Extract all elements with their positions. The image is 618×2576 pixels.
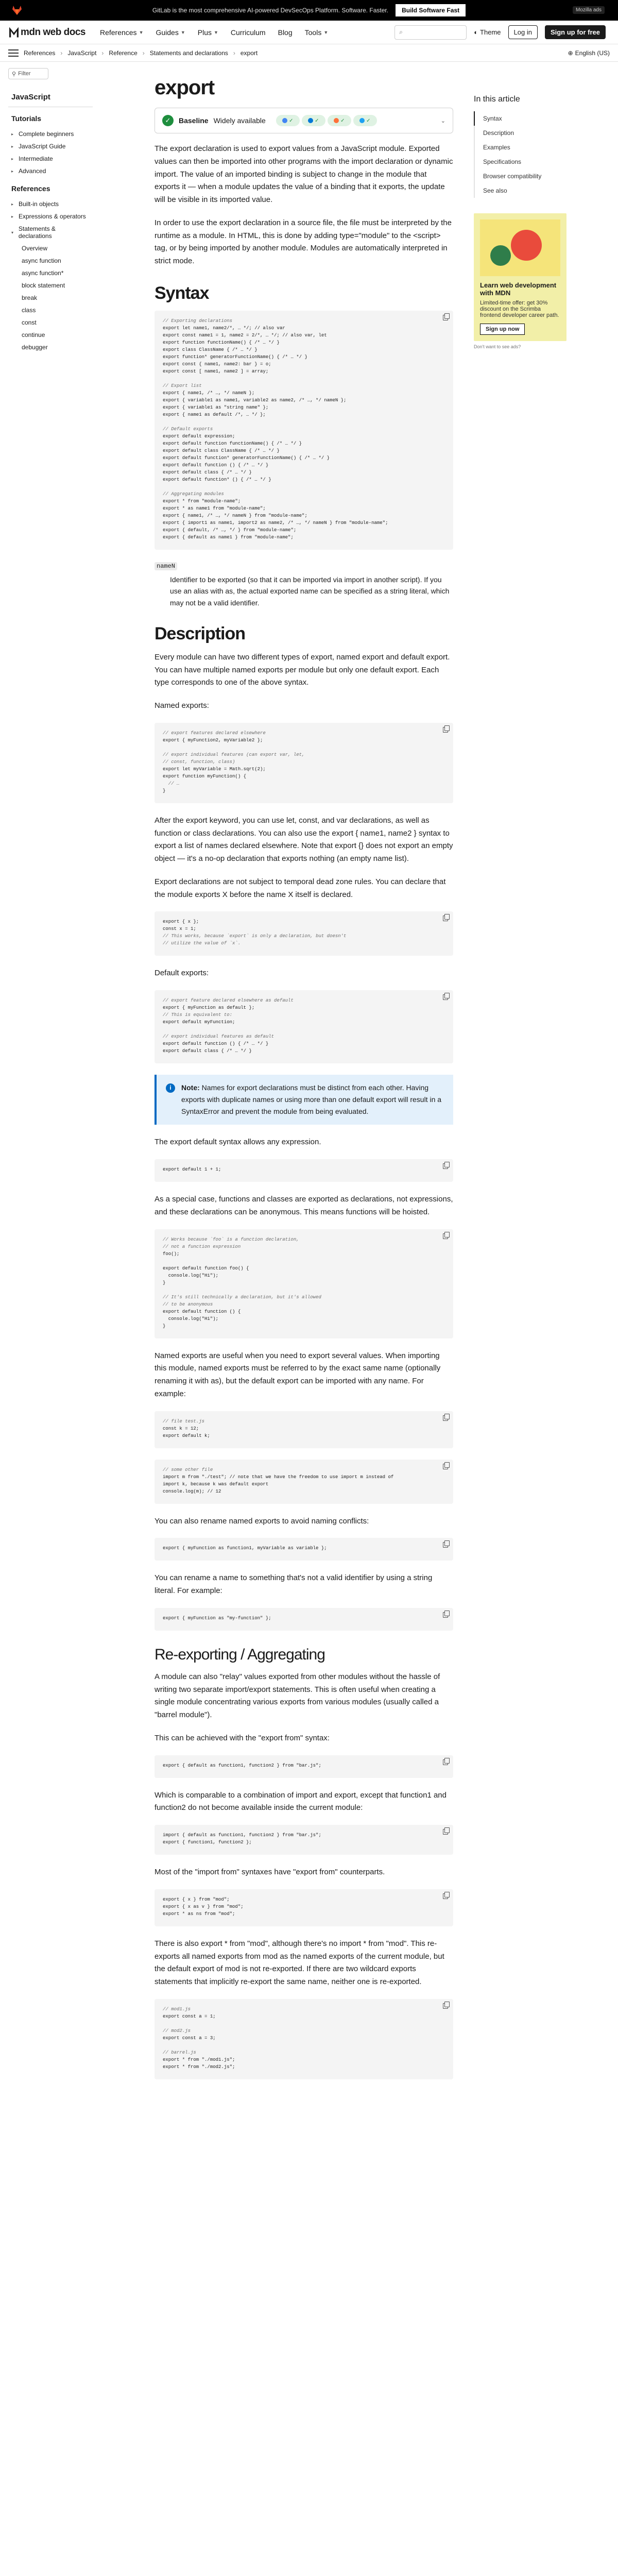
nav-label: Guides: [156, 28, 179, 37]
baseline-label: Baseline: [179, 116, 209, 125]
sidebar: [0, 62, 98, 2091]
code-line: // This is equivalent to:: [163, 1012, 233, 1018]
toc-item-browser-compatibility[interactable]: Browser compatibility: [474, 169, 597, 183]
chevron-down-icon: ▼: [139, 29, 144, 35]
code-line: // barrel.js: [163, 2049, 196, 2055]
copy-icon[interactable]: [443, 916, 448, 921]
code-line: export default class ClassName { /* … */ }: [163, 448, 280, 453]
baseline-status: Widely available: [213, 116, 266, 125]
search-icon: ⌕: [399, 28, 403, 36]
copy-icon[interactable]: [443, 994, 448, 1000]
sidebar-item-async-function-star[interactable]: [8, 267, 93, 279]
sidebar-item-label: break: [22, 294, 38, 301]
description-paragraph: As a special case, functions and classes are exported as declarations, not expressions, and these declarations can be anonymous. This means functions will be hoisted.: [154, 1195, 453, 1216]
code-line: // to be anonymous: [163, 1301, 213, 1307]
code-block: [154, 311, 453, 550]
code-line: // Exporting declarations: [163, 318, 233, 324]
code-line: export { variable1 as "string name" };: [163, 404, 269, 410]
code-line: const x = 1;: [163, 926, 196, 932]
code-line: foo();: [163, 1251, 180, 1257]
code-line: export { myFunction2, myVariable2 };: [163, 737, 263, 743]
check-icon: ✓: [289, 117, 294, 124]
ad-banner[interactable]: [0, 0, 618, 21]
chrome-icon: [282, 118, 287, 123]
code-line: // Export list: [163, 383, 202, 388]
code-line: export default expression;: [163, 433, 235, 439]
code-line: import { default as function1, function2 } from "bar.js";: [163, 1833, 321, 1838]
sidebar-item-label: continue: [22, 331, 45, 338]
code-block: [154, 1889, 453, 1926]
intro-paragraph-2: In order to use the export declaration in a source file, the file must be interpreted by the runtime as a module. In HTML, this is done by adding type="module" to the <script> tag, or by being imported by another module. Modules are automatically interpreted in strict mode.: [154, 218, 452, 265]
code-line: export default function () { /* … */ }: [163, 1041, 269, 1047]
code-line: import m from "./test"; // note that we have the freedom to use import m instead of: [163, 1474, 394, 1480]
code-line: // Aggregating modules: [163, 491, 224, 497]
check-icon: ✓: [366, 117, 371, 124]
chevron-down-icon: ▼: [214, 29, 218, 35]
check-icon: ✓: [315, 117, 319, 124]
sidebar-item-label: Advanced: [19, 167, 46, 175]
toc-item-examples[interactable]: Examples: [474, 140, 597, 155]
code-line: export const { name1, name2: bar } = o;: [163, 361, 271, 367]
nav-label: Blog: [278, 28, 293, 37]
ad-body: Limited-time offer: get 30% discount on the Scrimba frontend developer career path.: [480, 300, 559, 318]
breadcrumb-bar: [0, 44, 618, 62]
code-line: export * from "./mod2.js";: [163, 2064, 235, 2070]
code-line: }: [163, 1280, 166, 1285]
ad-shape: [511, 230, 542, 261]
code-line: [163, 744, 445, 752]
sidebar-item-break[interactable]: [8, 292, 93, 304]
named-exports-label: Named exports:: [154, 701, 209, 710]
sidebar-item-continue[interactable]: [8, 329, 93, 341]
code-line: // Default exports: [163, 426, 213, 432]
page-layout: [0, 62, 618, 2091]
code-line: [163, 376, 445, 383]
code-line: export default function* () { /* … */ }: [163, 477, 271, 482]
sidebar-item-debugger[interactable]: [8, 341, 93, 353]
code-line: export default function foo() {: [163, 1265, 249, 1271]
code-line: export let name1, name2/*, … */; // also var: [163, 325, 285, 331]
parameter-name: nameN: [154, 562, 177, 570]
theme-label: Theme: [480, 28, 501, 36]
page-title: export: [154, 76, 215, 99]
breadcrumb-separator: ›: [101, 49, 104, 57]
info-icon: i: [166, 1083, 175, 1093]
code-line: console.log("Hi");: [163, 1273, 219, 1278]
sidebar-item-async-function[interactable]: [8, 255, 93, 267]
filter-icon: ⚲: [12, 71, 16, 77]
code-line: export function myFunction() {: [163, 773, 247, 779]
sidebar-item-label: class: [22, 307, 36, 314]
nav-label: References: [99, 28, 137, 37]
triangle-right-icon: ▸: [11, 144, 14, 149]
code-line: export function* generatorFunctionName() { /* … */ }: [163, 354, 307, 360]
default-exports-label: Default exports:: [154, 969, 209, 978]
sidebar-item-built-in-objects[interactable]: [8, 198, 93, 210]
copy-icon[interactable]: [443, 727, 448, 733]
sidebar-item-label: Overview: [22, 245, 48, 252]
code-line: // mod2.js: [163, 2028, 191, 2033]
code-line: export default class { /* … */ }: [163, 469, 252, 475]
browser-support-list: [276, 115, 377, 126]
code-line: export { default as name1 } from "module-name";: [163, 534, 294, 540]
copy-icon[interactable]: [443, 1829, 448, 1835]
code-line: export * as name1 from "module-name";: [163, 505, 266, 511]
sidebar-item-statements-declarations[interactable]: [8, 223, 93, 242]
code-line: export { import1 as name1, import2 as name2, /* …, */ nameN } from "module-name";: [163, 520, 388, 526]
note-text: Names for export declarations must be distinct from each other. Having exports with duplicate names or using more than one default export will result in a SyntaxError and prevent the module from being evaluated.: [181, 1083, 442, 1116]
code-block: [154, 990, 453, 1063]
code-line: export function functionName() { /* … */ }: [163, 340, 280, 345]
sidebar-item-label: const: [22, 319, 37, 326]
code-line: // It's still technically a declaration, but it's allowed: [163, 1294, 321, 1300]
description-paragraph: The export default syntax allows any expression.: [154, 1138, 321, 1147]
breadcrumb-link[interactable]: References: [24, 49, 56, 57]
code-line: export const a = 1;: [163, 2013, 216, 2019]
ad-signup-button[interactable]: Sign up now: [480, 324, 525, 335]
code-line: export default myFunction;: [163, 1020, 235, 1025]
copy-icon[interactable]: [443, 1893, 448, 1899]
code-line: export const [ name1, name2 ] = array;: [163, 368, 269, 374]
code-line: export * as ns from "mod";: [163, 1911, 235, 1917]
nav-label: Plus: [197, 28, 212, 37]
code-line: [163, 1026, 445, 1033]
code-line: export { name1, /* …, */ nameN };: [163, 390, 255, 396]
copy-icon[interactable]: [443, 1464, 448, 1469]
nav-curriculum[interactable]: [231, 28, 266, 37]
breadcrumb-current[interactable]: export: [240, 49, 258, 57]
reexport-paragraph: A module can also "relay" values exported from other modules without the hassle of writing two separate import/export statements. This is often useful when creating a single module concentrating various exports from various modules (usually called a "barrel module").: [154, 1672, 440, 1720]
note-label: Note:: [181, 1083, 200, 1092]
code-line: // not a function expression: [163, 1244, 241, 1249]
description-paragraph: You can also rename named exports to avoid naming conflicts:: [154, 1516, 369, 1526]
code-block: [154, 1608, 453, 1631]
code-line: export const a = 3;: [163, 2035, 216, 2041]
code-line: // This works, because `export` is only a declaration, but doesn't: [163, 934, 347, 939]
description-paragraph: Export declarations are not subject to temporal dead zone rules. You can declare that the module exports X before the name X itself is declared.: [154, 877, 446, 899]
ad-text: GitLab is the most comprehensive AI-powered DevSecOps Platform. Software. Faster.: [152, 7, 389, 14]
sidebar-item-overview[interactable]: [8, 242, 93, 255]
nav-references[interactable]: [100, 28, 144, 37]
sidebar-item-block-statement[interactable]: [8, 279, 93, 292]
code-line: const k = 12;: [163, 1426, 199, 1431]
code-block: [154, 1411, 453, 1448]
triangle-right-icon: ▸: [11, 168, 14, 174]
toc-item-specifications[interactable]: Specifications: [474, 155, 597, 169]
ad-optout-link[interactable]: Don't want to see ads?: [474, 344, 521, 349]
code-block: [154, 1538, 453, 1561]
reexport-paragraph: Which is comparable to a combination of import and export, except that function1 and function2 do not become available inside the current module:: [154, 1790, 447, 1812]
breadcrumb-link[interactable]: JavaScript: [67, 49, 97, 57]
sidebar-item-const[interactable]: [8, 316, 93, 329]
nav-blog[interactable]: [278, 28, 293, 37]
sidebar-item-label: async function*: [22, 269, 64, 277]
code-line: export { myFunction as "my-function" };: [163, 1615, 271, 1621]
ad-title: Learn web development with MDN: [480, 281, 557, 297]
sidebar-ad[interactable]: [474, 213, 566, 341]
code-line: [163, 2042, 445, 2049]
nav-right: [394, 25, 606, 40]
code-line: // const, function, class): [163, 759, 235, 765]
code-line: export const name1 = 1, name2 = 2/*, … */; // also var, let: [163, 332, 327, 338]
reexport-paragraph: Most of the "import from" syntaxes have "export from" counterparts.: [154, 1868, 385, 1877]
logo-text: mdn web docs: [21, 26, 85, 38]
sidebar-heading[interactable]: JavaScript: [11, 93, 50, 101]
code-line: export { x };: [163, 919, 199, 925]
code-line: export { name1 as default /*, … */ };: [163, 412, 266, 417]
code-block: [154, 1159, 453, 1182]
sidebar-filter-input[interactable]: [8, 68, 48, 79]
code-line: export { x as v } from "mod";: [163, 1904, 244, 1909]
chevron-down-icon: ▼: [323, 29, 329, 35]
description-paragraph: Named exports are useful when you need to export several values. When importing this module, named exports must be referred to by the exact same name (optionally renaming it with as), but the default export can be imported with any name. For example:: [154, 1351, 441, 1398]
sidebar-item-label: Complete beginners: [19, 130, 74, 138]
ad-illustration: [480, 219, 560, 276]
sidebar-item-label: JavaScript Guide: [19, 143, 66, 150]
language-label: English (US): [575, 49, 610, 57]
code-line: // mod1.js: [163, 2006, 191, 2012]
browser-pill: [353, 115, 377, 126]
top-navigation: [0, 21, 618, 44]
nav-label: Tools: [304, 28, 322, 37]
sidebar-item-advanced[interactable]: [8, 165, 93, 177]
description-paragraph: You can rename a name to something that's not a valid identifier by using a string literal. For example:: [154, 1573, 433, 1596]
triangle-down-icon: ▾: [11, 230, 14, 235]
code-line: // export individual features as default: [163, 1034, 274, 1040]
reexport-paragraph: There is also export * from "mod", although there's no import * from "mod". This re-exports all named exports from mod as the named exports of the current module, but the default export of mod is not re-exported. If there are two wildcard exports statements that implicitly re-export the same name, neither one is re-exported.: [154, 1939, 444, 1987]
ad-shape: [490, 245, 511, 266]
sidebar-item-class[interactable]: [8, 304, 93, 316]
sidebar-references-heading: References: [11, 184, 50, 193]
code-block: [154, 1999, 453, 2079]
toc-heading: In this article: [474, 95, 520, 104]
code-line: // Works because `foo` is a function declaration,: [163, 1236, 299, 1242]
toc-item-syntax[interactable]: Syntax: [474, 111, 597, 126]
sidebar-item-label: Expressions & operators: [19, 213, 86, 220]
sidebar-item-label: debugger: [22, 344, 48, 351]
code-line: export { function1, function2 };: [163, 1840, 252, 1845]
breadcrumb-separator: ›: [233, 49, 235, 57]
code-line: export { name1, /* …, */ nameN } from "module-name";: [163, 513, 307, 518]
breadcrumb-separator: ›: [142, 49, 145, 57]
breadcrumb-link[interactable]: Statements and declarations: [149, 49, 228, 57]
code-line: // file test.js: [163, 1418, 205, 1424]
code-block: [154, 1755, 453, 1778]
breadcrumb: [24, 49, 258, 57]
edge-icon: [308, 118, 313, 123]
breadcrumb-link[interactable]: Reference: [109, 49, 138, 57]
code-line: export default function () {: [163, 1309, 241, 1314]
signup-button[interactable]: Sign up for free: [545, 25, 606, 39]
language-selector[interactable]: [568, 49, 610, 57]
code-line: // export features declared elsewhere: [163, 730, 266, 736]
login-button[interactable]: Log in: [508, 25, 538, 39]
toc-item-description[interactable]: Description: [474, 126, 597, 140]
code-line: export class ClassName { /* … */ }: [163, 347, 258, 352]
copy-icon[interactable]: [443, 1415, 448, 1421]
copy-icon[interactable]: [443, 315, 448, 320]
theme-icon: ◐: [474, 28, 478, 36]
sidebar-item-label: block statement: [22, 282, 65, 289]
section-heading-reexporting: Re-exporting / Aggregating: [154, 1646, 325, 1663]
filter-placeholder: Filter: [18, 71, 31, 77]
browser-pill: [276, 115, 300, 126]
code-line: export * from "./mod1.js";: [163, 2057, 235, 2062]
baseline-banner[interactable]: [154, 108, 453, 133]
copy-icon[interactable]: [443, 1612, 448, 1618]
sidebar-item-complete-beginners[interactable]: [8, 128, 93, 140]
code-line: import k, because k was default export: [163, 1481, 269, 1487]
nav-label: Curriculum: [230, 28, 266, 37]
code-line: // …: [163, 781, 180, 786]
sidebar-item-intermediate[interactable]: [8, 152, 93, 165]
table-of-contents: [474, 62, 597, 2091]
theme-button[interactable]: [474, 28, 501, 36]
code-block: [154, 723, 453, 803]
code-line: export { x } from "mod";: [163, 1896, 230, 1902]
browser-pill: [328, 115, 351, 126]
code-line: export let myVariable = Math.sqrt(2);: [163, 766, 266, 772]
sidebar-item-javascript-guide[interactable]: [8, 140, 93, 152]
code-line: console.log("Hi");: [163, 1316, 219, 1321]
code-line: [163, 1258, 445, 1265]
triangle-right-icon: ▸: [11, 201, 14, 207]
nav-plus[interactable]: [198, 28, 218, 37]
copy-icon[interactable]: [443, 1233, 448, 1239]
note-body: [181, 1082, 444, 1117]
code-line: export { variable1 as name1, variable2 as name2, /* …, */ nameN };: [163, 397, 347, 403]
copy-icon[interactable]: [443, 1542, 448, 1548]
description-paragraph: Every module can have two different types of export, named export and default export. You can have multiple named exports per module but only one default export. Each type corresponds to one of the above syntax.: [154, 652, 450, 687]
code-line: export default function* generatorFunctionName() { /* … */ }: [163, 455, 330, 461]
sidebar-item-label: Built-in objects: [19, 200, 59, 208]
code-line: }: [163, 1323, 166, 1329]
gitlab-logo-icon: [11, 5, 23, 15]
copy-icon[interactable]: [443, 1759, 448, 1765]
sidebar-item-label: Intermediate: [19, 155, 53, 162]
breadcrumb-separator: ›: [60, 49, 63, 57]
firefox-icon: [334, 118, 339, 123]
main-content: [154, 62, 453, 2091]
sidebar-item-label: async function: [22, 257, 61, 264]
check-icon: ✓: [162, 115, 174, 126]
section-heading-description: Description: [154, 623, 246, 643]
code-line: export { default as function1, function2 } from "bar.js";: [163, 1762, 321, 1768]
note-callout: [154, 1075, 453, 1125]
mdn-logo[interactable]: [9, 27, 85, 38]
chevron-down-icon[interactable]: ⌄: [440, 117, 445, 124]
triangle-right-icon: ▸: [11, 131, 14, 137]
code-line: [163, 484, 445, 491]
code-line: // some other file: [163, 1467, 213, 1472]
browser-pill: [302, 115, 325, 126]
code-line: export default class { /* … */ }: [163, 1048, 252, 1054]
parameter-description: Identifier to be exported (so that it can be imported via import in another script). If you use an alias with as, the actual exported name can be specified as a string literal, which may not be a valid identifier.: [170, 575, 450, 607]
code-block: [154, 911, 453, 956]
code-line: export default k;: [163, 1433, 210, 1438]
code-line: // export individual features (can export var, let,: [163, 752, 305, 757]
sidebar-tutorials-heading: Tutorials: [11, 114, 42, 123]
code-line: export default function () { /* … */ }: [163, 462, 269, 468]
description-paragraph: After the export keyword, you can use let, const, and var declarations, as well as function or class declarations. You can also use the export { name1, name2 } syntax to export a list of names declared elsewhere. Note that export {} does not export an empty object — it's a no-op declaration that exports nothing (an empty name list).: [154, 816, 453, 863]
code-line: console.log(m); // 12: [163, 1488, 221, 1494]
code-line: export default 1 + 1;: [163, 1167, 221, 1173]
code-line: export default function functionName() { /* … */ }: [163, 440, 302, 446]
ad-tag[interactable]: Mozilla ads: [573, 6, 605, 14]
globe-icon: ⊕: [568, 49, 573, 57]
sidebar-item-expressions-operators[interactable]: [8, 210, 93, 223]
triangle-right-icon: ▸: [11, 214, 14, 219]
copy-icon[interactable]: [443, 2003, 448, 2009]
nav-tools[interactable]: [305, 28, 329, 37]
code-line: // export feature declared elsewhere as default: [163, 998, 294, 1004]
ad-cta-button[interactable]: Build Software Fast: [396, 4, 466, 16]
code-line: // utilize the value of `x`.: [163, 941, 241, 946]
section-heading-syntax: Syntax: [154, 283, 209, 303]
code-line: export * from "module-name";: [163, 498, 241, 504]
toc-item-see-also[interactable]: See also: [474, 183, 597, 198]
mdn-m-icon: [9, 27, 19, 38]
code-line: export { myFunction as default };: [163, 1005, 255, 1011]
code-line: [163, 2021, 445, 2028]
code-line: export { default, /* …, */ } from "module-name";: [163, 527, 297, 533]
code-block: [154, 1460, 453, 1504]
copy-icon[interactable]: [443, 1163, 448, 1169]
code-line: }: [163, 788, 166, 793]
code-line: [163, 419, 445, 426]
nav-guides[interactable]: [156, 28, 185, 37]
sidebar-toggle-icon[interactable]: [8, 49, 19, 57]
check-icon: ✓: [340, 117, 345, 124]
reexport-paragraph: This can be achieved with the "export from" syntax:: [154, 1733, 330, 1742]
code-block: [154, 1229, 453, 1338]
intro-paragraph: The export declaration is used to export values from a JavaScript module. Exported values can then be imported into other programs with the import declaration or dynamic import. The value of an imported binding is subject to change in the module that exports it — when a module updates the value of a binding that it exports, the update will be visible in its imported value.: [154, 144, 453, 204]
sidebar-item-label: Statements & declarations: [18, 225, 56, 240]
chevron-down-icon: ▼: [180, 29, 185, 35]
code-line: export { myFunction as function1, myVariable as variable };: [163, 1546, 327, 1551]
safari-icon: [359, 118, 365, 123]
triangle-right-icon: ▸: [11, 156, 14, 161]
code-line: [163, 1287, 445, 1294]
code-block: [154, 1825, 453, 1855]
main-nav: [100, 28, 328, 37]
search-input[interactable]: [394, 25, 467, 40]
parameter-term: [154, 561, 453, 570]
